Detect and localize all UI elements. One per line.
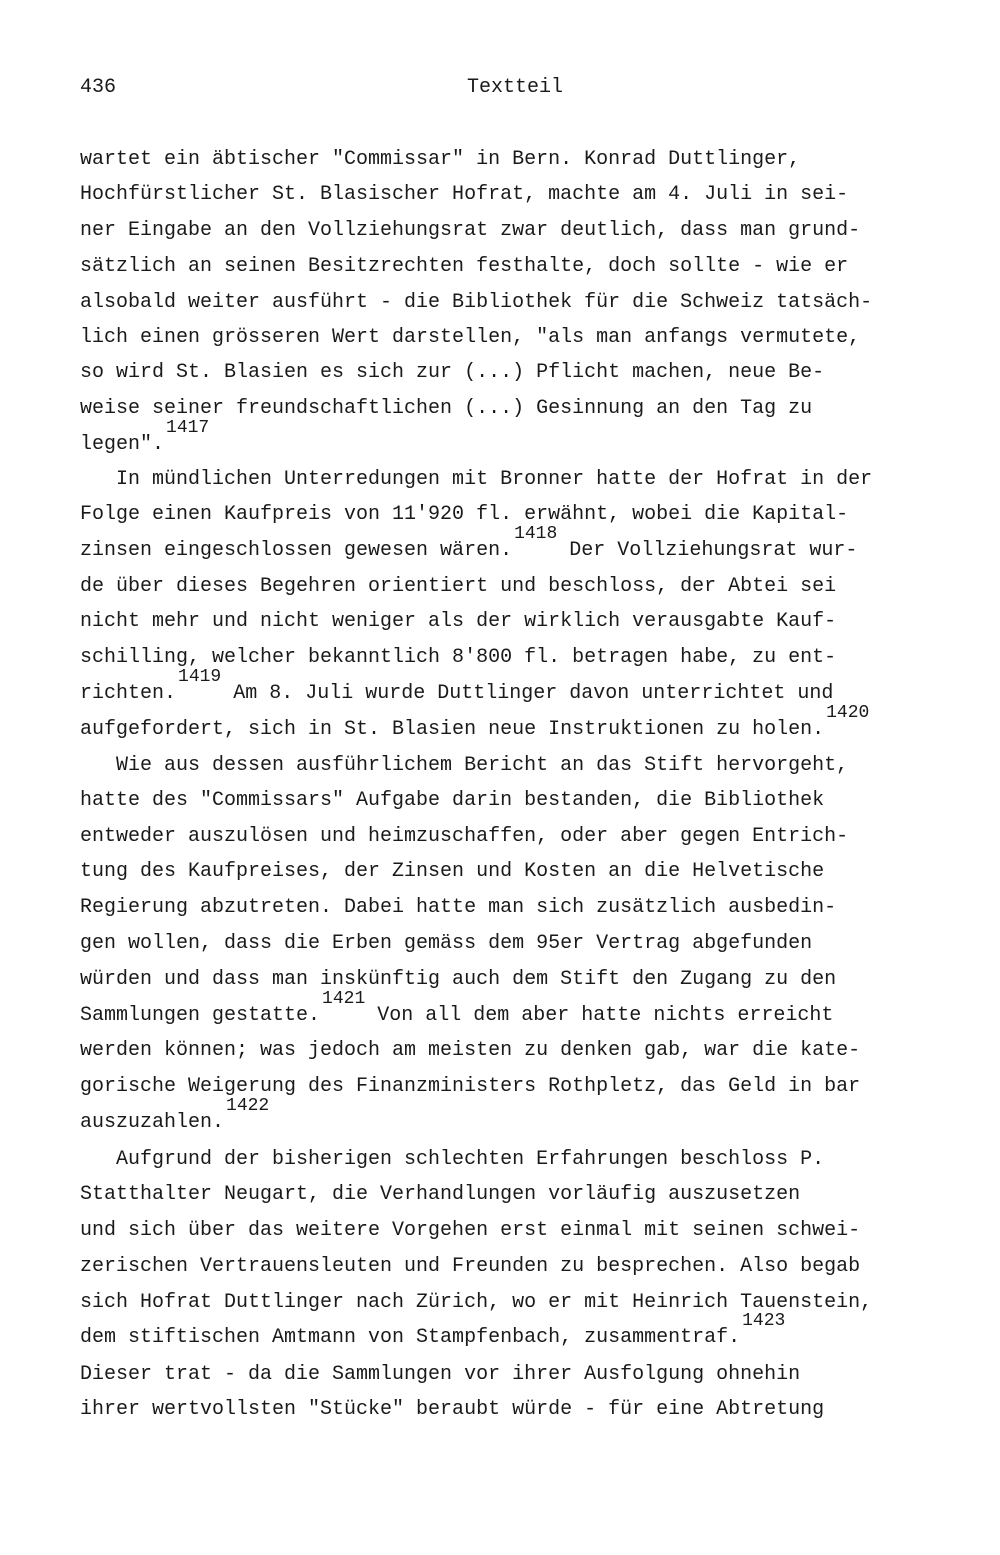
footnote-reference: 1421 xyxy=(322,989,366,1009)
footnote-reference: 1418 xyxy=(514,524,558,544)
line-text: weise seiner freundschaftlichen (...) Gesinnung an den Tag zu xyxy=(80,397,813,420)
footnote-reference: 1423 xyxy=(742,1311,786,1331)
text-line xyxy=(80,465,872,495)
footnote-reference: 1417 xyxy=(166,418,210,438)
line-text: tung des Kaufpreises, der Zinsen und Kosten an die Helvetische xyxy=(80,860,825,883)
line-text: Regierung abzutreten. Dabei hatte man sich zusätzlich ausbedin- xyxy=(80,896,837,919)
line-text: alsobald weiter ausführt - die Bibliothek für die Schweiz tatsäch- xyxy=(80,291,873,314)
text-line xyxy=(80,893,836,923)
text-line xyxy=(80,323,860,353)
line-text: legen". xyxy=(80,433,165,456)
text-line xyxy=(80,1180,800,1210)
line-text: so wird St. Blasien es sich zur (...) Pflicht machen, neue Be- xyxy=(80,361,825,384)
text-line xyxy=(80,703,870,745)
line-text: würden und dass man inskünftig auch dem Stift den Zugang zu den xyxy=(80,968,837,991)
text-line xyxy=(80,288,872,318)
text-line xyxy=(80,667,834,709)
line-text: aufgefordert, sich in St. Blasien neue Instruktionen zu holen. xyxy=(80,718,825,741)
line-text-continued: Von all dem aber hatte nichts erreicht xyxy=(365,1004,834,1027)
line-text-continued: Am 8. Juli wurde Duttlinger davon unterrichtet und xyxy=(221,682,834,705)
text-line xyxy=(80,1096,270,1138)
text-line xyxy=(80,786,824,816)
line-text: und sich über das weitere Vorgehen erst einmal mit seinen schwei- xyxy=(80,1219,861,1242)
line-text-continued: Der Vollziehungsrat wur- xyxy=(557,539,858,562)
text-line xyxy=(80,989,834,1031)
line-text: wartet ein äbtischer "Commissar" in Bern. Konrad Duttlinger, xyxy=(80,148,801,171)
text-line xyxy=(80,1395,824,1425)
line-text: auszuzahlen. xyxy=(80,1111,225,1134)
line-text: schilling, welcher bekanntlich 8'800 fl. betragen habe, zu ent- xyxy=(80,646,837,669)
text-line xyxy=(80,1311,786,1353)
line-text: werden können; was jedoch am meisten zu denken gab, war die kate- xyxy=(80,1039,861,1062)
line-text: nicht mehr und nicht weniger als der wirklich verausgabte Kauf- xyxy=(80,610,837,633)
text-line xyxy=(80,418,210,460)
text-line xyxy=(80,252,848,282)
text-line xyxy=(80,524,858,566)
text-line xyxy=(80,180,848,210)
line-text: Wie aus dessen ausführlichem Bericht an das Stift hervorgeht, xyxy=(80,754,849,777)
running-title: Textteil xyxy=(467,76,564,99)
line-text: Hochfürstlicher St. Blasischer Hofrat, machte am 4. Juli in sei- xyxy=(80,183,849,206)
text-line xyxy=(80,751,848,781)
text-line xyxy=(80,929,812,959)
line-text: In mündlichen Unterredungen mit Bronner hatte der Hofrat in der xyxy=(80,468,873,491)
text-line xyxy=(80,607,836,637)
line-text: de über dieses Begehren orientiert und beschloss, der Abtei sei xyxy=(80,575,837,598)
footnote-reference: 1420 xyxy=(826,703,870,723)
page-header xyxy=(80,74,920,102)
line-text: Dieser trat - da die Sammlungen vor ihrer Ausfolgung ohnehin xyxy=(80,1363,801,1386)
text-line xyxy=(80,822,848,852)
line-text: hatte des "Commissars" Aufgabe darin bestanden, die Bibliothek xyxy=(80,789,825,812)
text-line xyxy=(80,1036,860,1066)
line-text: richten. xyxy=(80,682,177,705)
line-text: Sammlungen gestatte. xyxy=(80,1004,321,1027)
footnote-reference: 1422 xyxy=(226,1096,270,1116)
line-text: zerischen Vertrauensleuten und Freunden zu besprechen. Also begab xyxy=(80,1255,861,1278)
text-line xyxy=(80,1145,824,1175)
line-text: Aufgrund der bisherigen schlechten Erfahrungen beschloss P. xyxy=(80,1148,825,1171)
text-line xyxy=(80,1072,860,1102)
text-line xyxy=(80,572,836,602)
line-text: ihrer wertvollsten "Stücke" beraubt würde - für eine Abtretung xyxy=(80,1398,825,1421)
footnote-reference: 1419 xyxy=(178,667,222,687)
page-number: 436 xyxy=(80,76,117,99)
line-text: gen wollen, dass die Erben gemäss dem 95er Vertrag abgefunden xyxy=(80,932,813,955)
text-line xyxy=(80,358,824,388)
text-line xyxy=(80,1360,800,1390)
text-line xyxy=(80,145,800,175)
line-text: Statthalter Neugart, die Verhandlungen vorläufig auszusetzen xyxy=(80,1183,801,1206)
text-line xyxy=(80,500,848,530)
line-text: zinsen eingeschlossen gewesen wären. xyxy=(80,539,513,562)
text-line xyxy=(80,1252,860,1282)
line-text: gorische Weigerung des Finanzministers Rothpletz, das Geld in bar xyxy=(80,1075,861,1098)
line-text: ner Eingabe an den Vollziehungsrat zwar deutlich, dass man grund- xyxy=(80,219,861,242)
text-line xyxy=(80,857,824,887)
line-text: lich einen grösseren Wert darstellen, "als man anfangs vermutete, xyxy=(80,326,861,349)
text-line xyxy=(80,965,836,995)
line-text: entweder auszulösen und heimzuschaffen, oder aber gegen Entrich- xyxy=(80,825,849,848)
line-text: sich Hofrat Duttlinger nach Zürich, wo er mit Heinrich Tauenstein, xyxy=(80,1291,873,1314)
text-line xyxy=(80,1216,860,1246)
text-line xyxy=(80,216,860,246)
line-text: dem stiftischen Amtmann von Stampfenbach, zusammentraf. xyxy=(80,1326,741,1349)
line-text: sätzlich an seinen Besitzrechten festhalte, doch sollte - wie er xyxy=(80,255,849,278)
line-text: Folge einen Kaufpreis von 11'920 fl. erwähnt, wobei die Kapital- xyxy=(80,503,849,526)
